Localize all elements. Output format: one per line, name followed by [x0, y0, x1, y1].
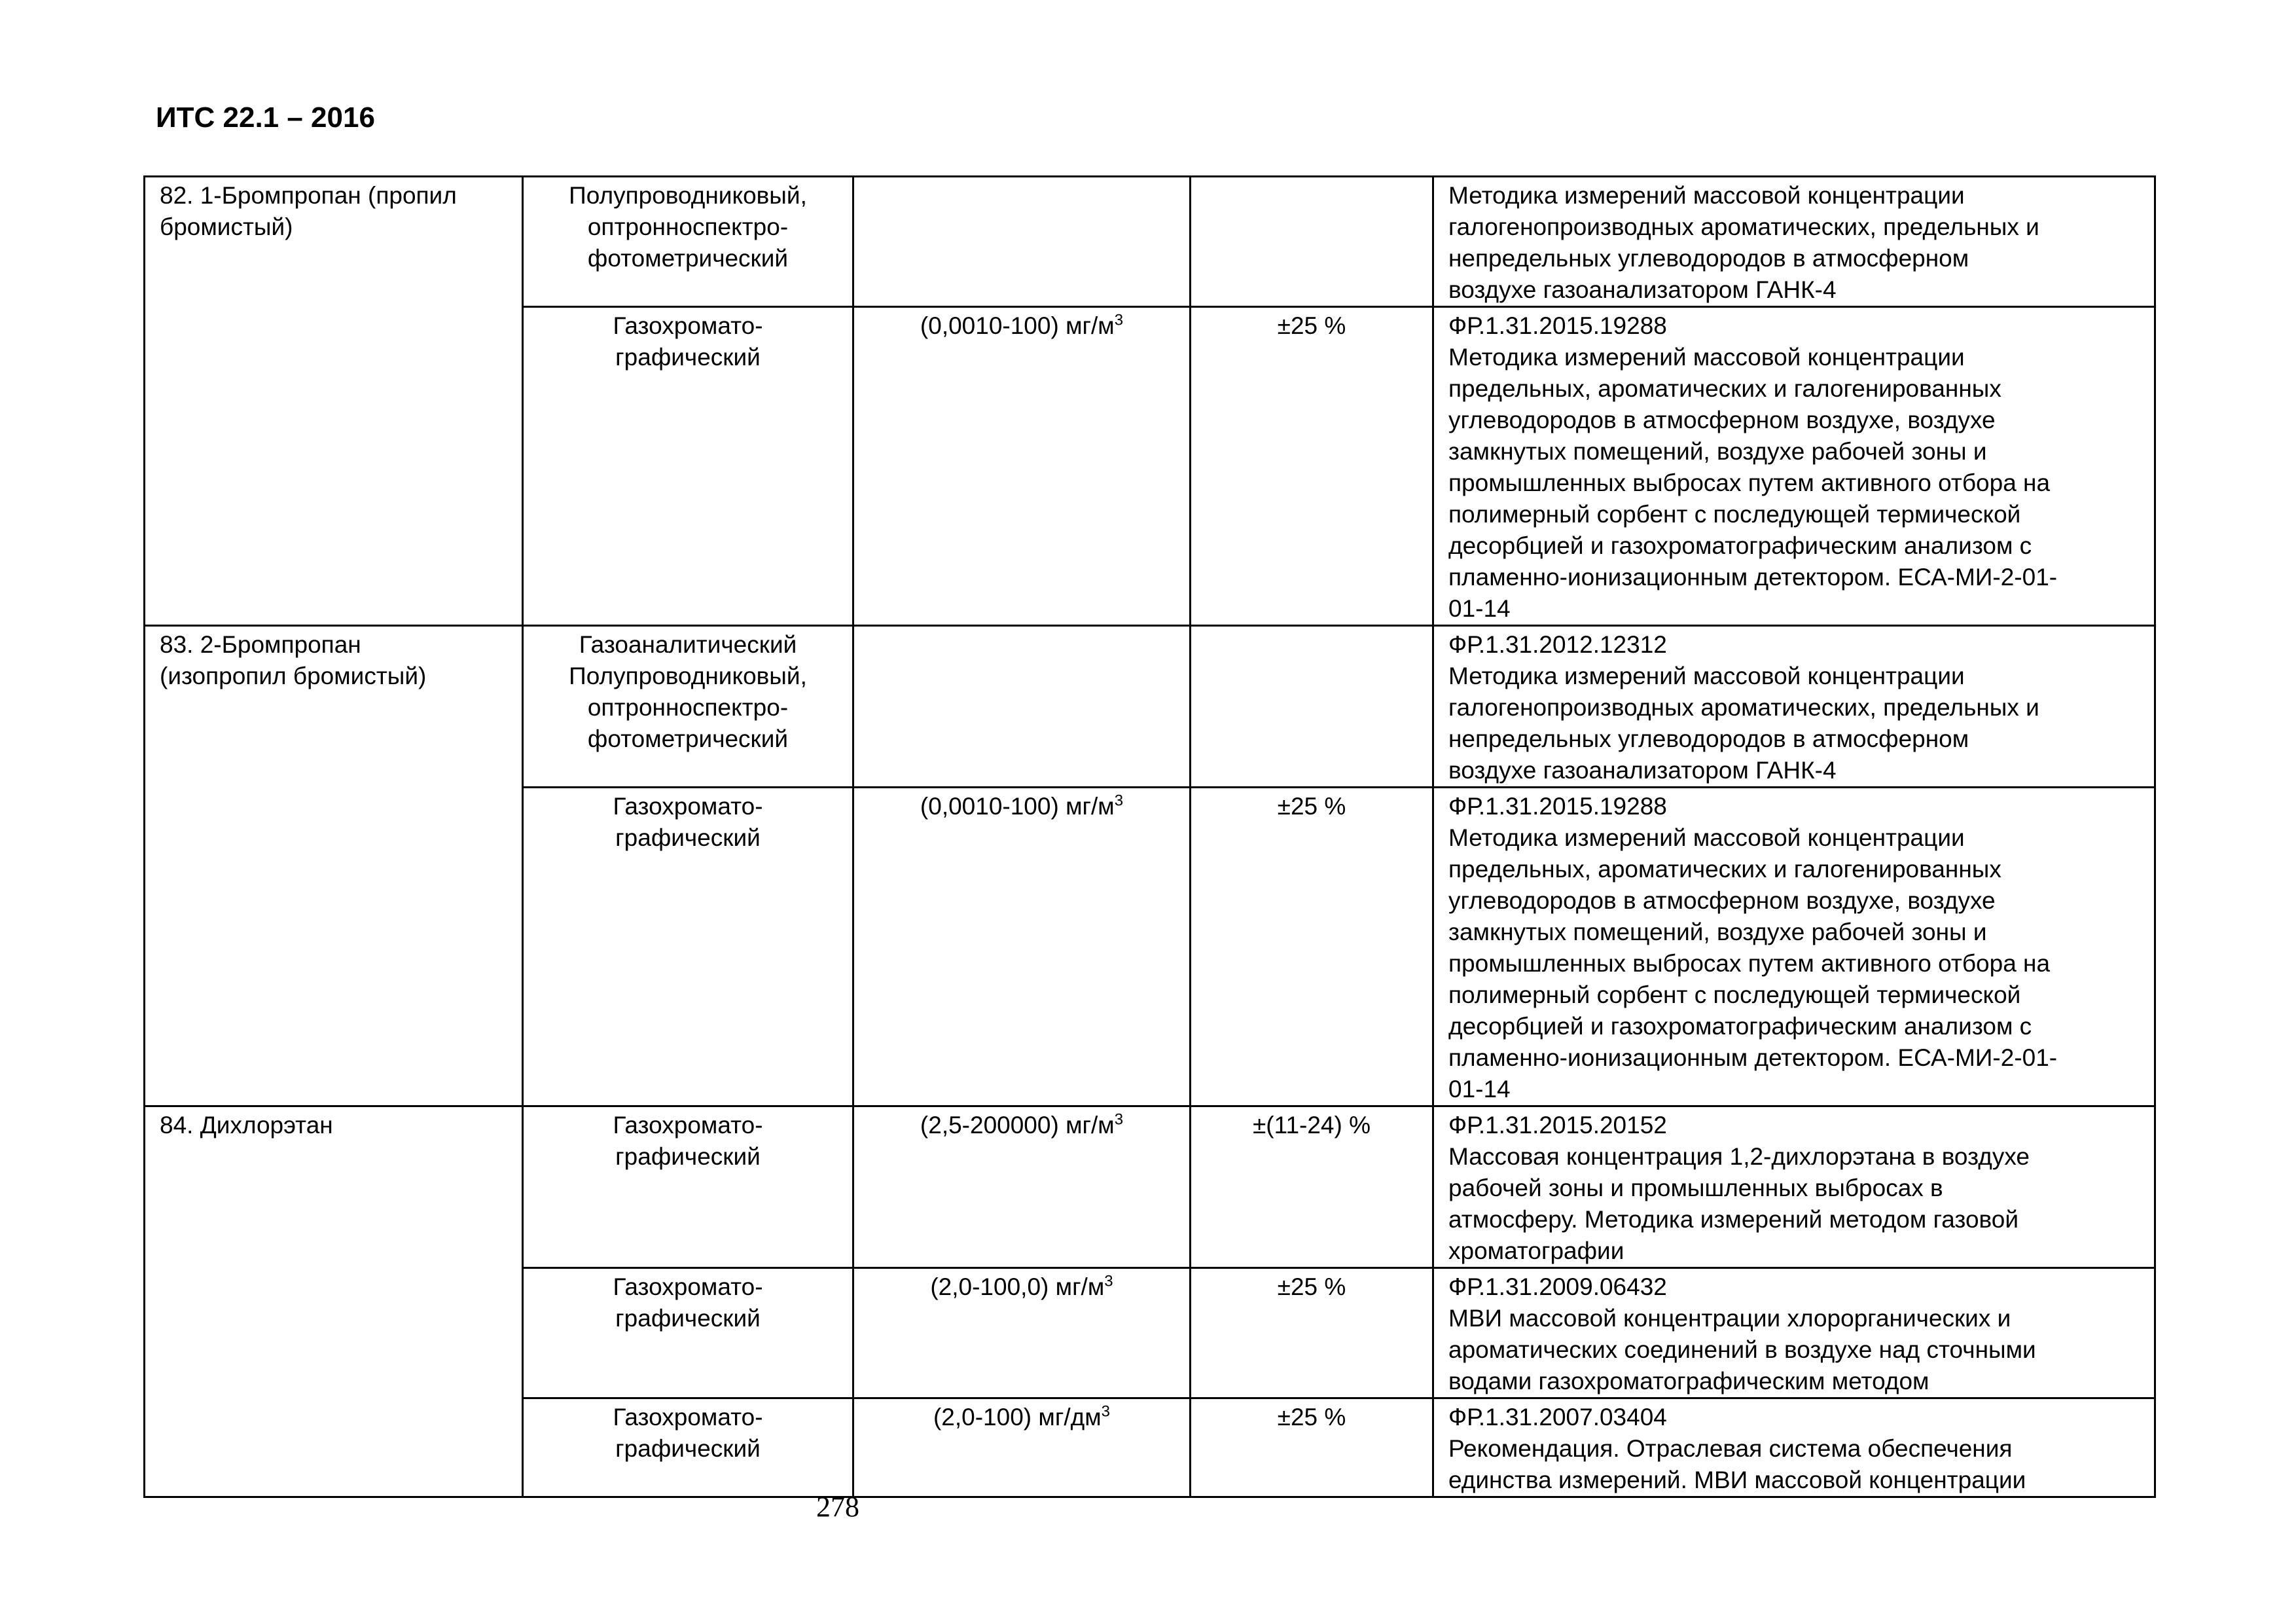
method-cell: Газохромато- графический	[523, 1398, 853, 1497]
substance-cell: 82. 1-Бромпропан (пропил бромистый)	[145, 177, 523, 626]
error-cell: ±(11-24) %	[1191, 1106, 1433, 1268]
document-cell: ФР.1.31.2009.06432 МВИ массовой концентрации хлорорганических и ароматических соединений в воздухе над сточными водами газохроматографическим методом	[1433, 1268, 2155, 1398]
table-row	[145, 177, 2155, 307]
document-cell: ФР.1.31.2007.03404 Рекомендация. Отраслевая система обеспечения единства измерений. МВИ массовой концентрации	[1433, 1398, 2155, 1497]
range-superscript: 3	[1114, 1110, 1124, 1129]
substance-cell: 83. 2-Бромпропан (изопропил бромистый)	[145, 626, 523, 1106]
range-cell	[853, 788, 1191, 1106]
method-cell: Полупроводниковый, оптронноспектро- фотометрический	[523, 177, 853, 307]
range-cell	[853, 1398, 1191, 1497]
error-cell	[1191, 177, 1433, 307]
error-cell: ±25 %	[1191, 307, 1433, 626]
range-value: (2,0-100) мг/дм	[933, 1404, 1102, 1431]
range-cell	[853, 626, 1191, 788]
page-number: 278	[816, 1491, 859, 1523]
error-cell: ±25 %	[1191, 1398, 1433, 1497]
range-cell	[853, 307, 1191, 626]
range-cell	[853, 177, 1191, 307]
range-superscript: 3	[1104, 1272, 1113, 1290]
measurement-methods-table	[143, 175, 2156, 1498]
range-value: (0,0010-100) мг/м	[920, 793, 1115, 820]
table-row	[145, 1106, 2155, 1268]
document-header: ИТС 22.1 – 2016	[156, 101, 375, 134]
range-superscript: 3	[1101, 1402, 1110, 1421]
error-cell: ±25 %	[1191, 1268, 1433, 1398]
method-cell: Газохромато- графический	[523, 788, 853, 1106]
range-value: (0,0010-100) мг/м	[920, 312, 1115, 339]
method-cell: Газохромато- графический	[523, 1106, 853, 1268]
range-superscript: 3	[1114, 311, 1124, 329]
range-cell	[853, 1106, 1191, 1268]
method-cell: Газоаналитический Полупроводниковый, оптронноспектро- фотометрический	[523, 626, 853, 788]
document-cell: ФР.1.31.2015.19288 Методика измерений массовой концентрации предельных, ароматических и галогенированных углеводородов в атмосферном воздухе, воздухе замкнутых помещений, воздухе рабочей зоны и промышленных выбросах путем активного отбора на полимерный сорбент с последующей термической десорбцией и газохроматографическим анализом с пламенно-ионизационным детектором. ЕСА-МИ-2-01- 01-14	[1433, 788, 2155, 1106]
method-cell: Газохромато- графический	[523, 1268, 853, 1398]
error-cell: ±25 %	[1191, 788, 1433, 1106]
error-cell	[1191, 626, 1433, 788]
range-cell	[853, 1268, 1191, 1398]
range-value: (2,5-200000) мг/м	[920, 1112, 1115, 1139]
document-cell: Методика измерений массовой концентрации галогенопроизводных ароматических, предельных и непредельных углеводородов в атмосферном воздухе газоанализатором ГАНК-4	[1433, 177, 2155, 307]
document-cell: ФР.1.31.2015.19288 Методика измерений массовой концентрации предельных, ароматических и галогенированных углеводородов в атмосферном воздухе, воздухе замкнутых помещений, воздухе рабочей зоны и промышленных выбросах путем активного отбора на полимерный сорбент с последующей термической десорбцией и газохроматографическим анализом с пламенно-ионизационным детектором. ЕСА-МИ-2-01- 01-14	[1433, 307, 2155, 626]
method-cell: Газохромато- графический	[523, 307, 853, 626]
document-cell: ФР.1.31.2012.12312 Методика измерений массовой концентрации галогенопроизводных ароматических, предельных и непредельных углеводородов в атмосферном воздухе газоанализатором ГАНК-4	[1433, 626, 2155, 788]
range-superscript: 3	[1114, 792, 1124, 810]
table-row	[145, 626, 2155, 788]
substance-cell: 84. Дихлорэтан	[145, 1106, 523, 1497]
document-cell: ФР.1.31.2015.20152 Массовая концентрация 1,2-дихлорэтана в воздухе рабочей зоны и промышленных выбросах в атмосферу. Методика измерений методом газовой хроматографии	[1433, 1106, 2155, 1268]
range-value: (2,0-100,0) мг/м	[930, 1273, 1105, 1300]
